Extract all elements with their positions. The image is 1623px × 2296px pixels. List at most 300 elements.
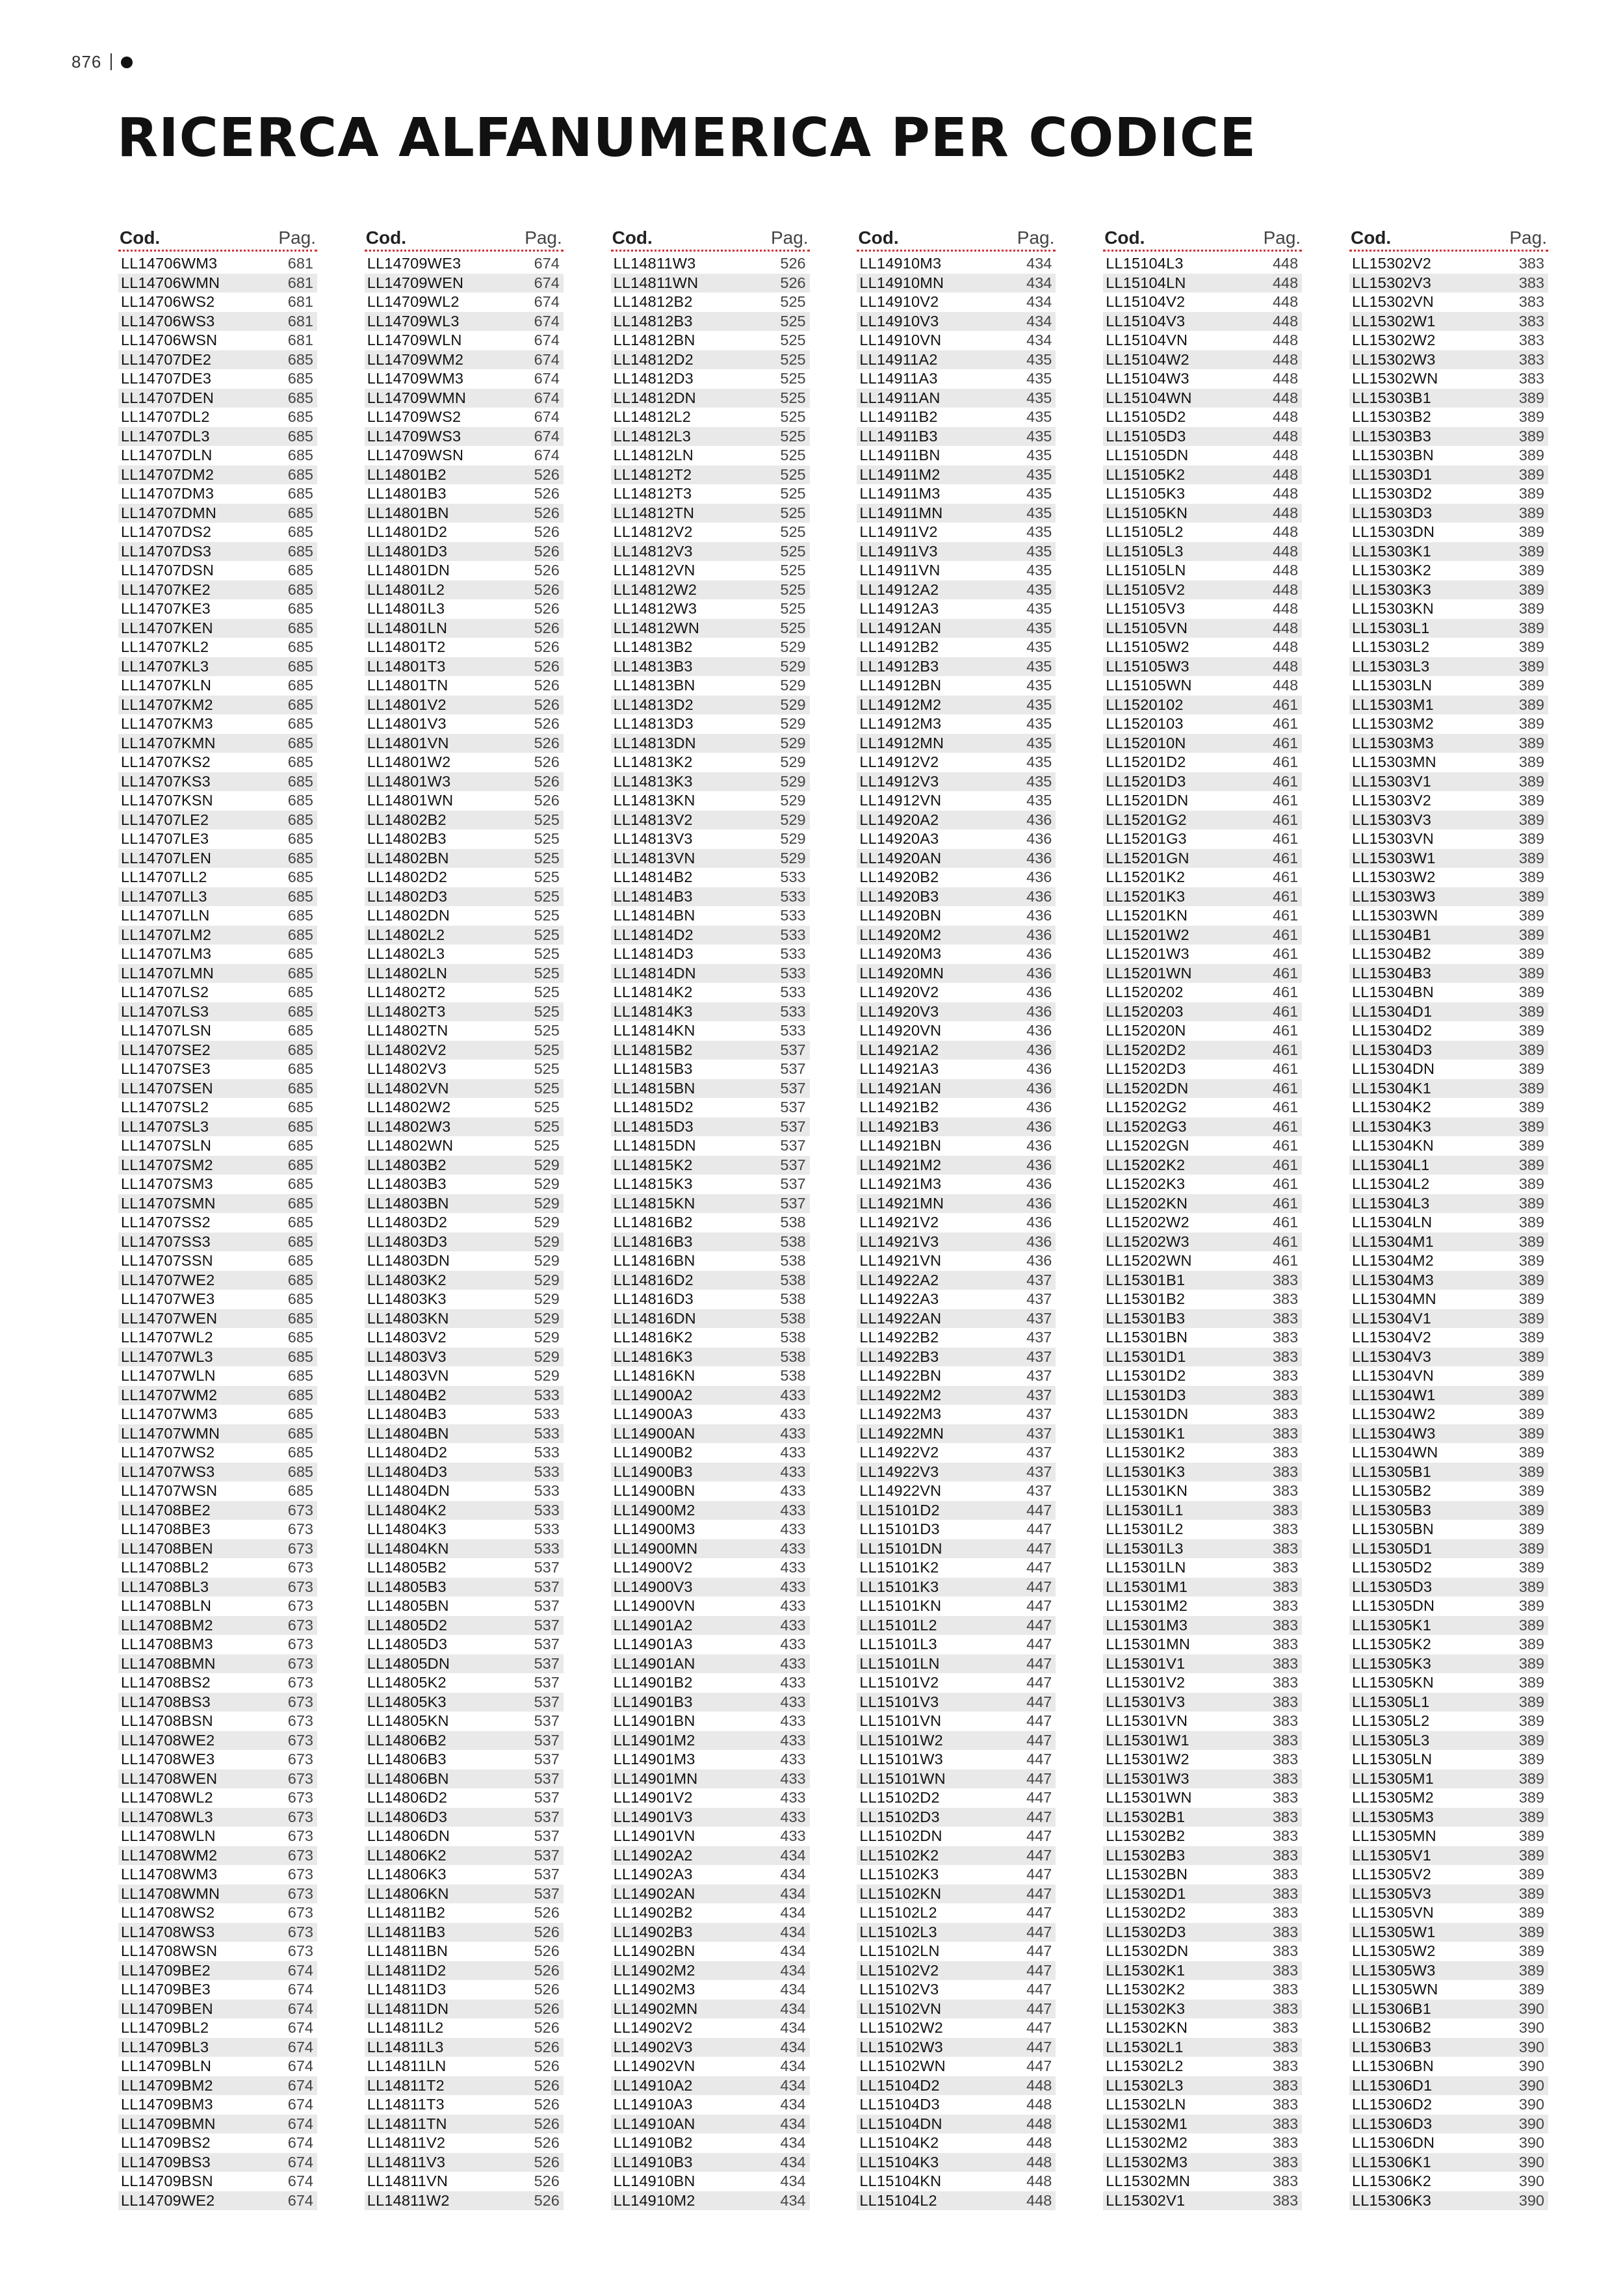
product-code: LL15303LN [1351,677,1433,694]
page-ref: 436 [1026,868,1052,885]
product-code: LL14801W2 [367,753,451,770]
page-number [71,52,133,72]
page-ref: 526 [534,2019,560,2036]
table-row [1103,504,1302,523]
product-code: LL15301W1 [1106,1731,1189,1749]
product-code: LL14812T2 [613,465,692,483]
page-ref: 525 [534,926,560,943]
page-ref: 389 [1518,1194,1544,1212]
page-ref: 389 [1518,1578,1544,1595]
page-ref: 435 [1026,389,1052,406]
product-code: LL14922MN [859,1424,944,1442]
table-row [1103,906,1302,926]
product-code: LL15305B1 [1351,1463,1432,1480]
product-code: LL14813K3 [613,772,693,790]
page-ref: 389 [1518,984,1544,1000]
page-ref: 461 [1272,926,1299,943]
product-code: LL14709WE3 [367,255,461,272]
page-ref: 383 [1272,1769,1299,1787]
product-code: LL15302L1 [1106,2038,1184,2055]
page-ref: 525 [534,868,560,885]
table-row [611,2115,810,2134]
table-row [611,1002,810,1022]
product-code: LL14920VN [859,1022,942,1039]
page-ref: 529 [534,1194,560,1212]
table-row [1349,2191,1548,2211]
page-ref: 437 [1026,1405,1052,1422]
page-ref: 389 [1518,1731,1544,1749]
table-row [118,1961,317,1981]
page-ref: 435 [1026,447,1052,463]
page-ref: 674 [287,2057,313,2074]
table-row [857,312,1056,332]
table-row [857,1942,1056,1961]
page-ref: 525 [780,619,806,636]
table-row [1103,849,1302,868]
page-ref: 685 [287,1386,313,1403]
table-row [857,1002,1056,1022]
table-row [1103,772,1302,792]
table-row [1103,312,1302,332]
table-row [365,1558,564,1578]
product-code: LL14815D2 [613,1099,694,1115]
table-row [118,1635,317,1654]
page-ref: 526 [534,619,560,636]
table-row [857,1750,1056,1769]
page-ref: 383 [1272,1329,1299,1346]
page-ref: 448 [1272,619,1299,636]
table-row [1103,599,1302,619]
page-ref: 434 [780,1981,806,1998]
page-ref: 673 [287,1520,313,1537]
product-code: LL15105WN [1106,677,1192,694]
page-ref: 526 [534,638,560,655]
table-row [365,1233,564,1252]
product-code: LL14802L3 [367,945,445,962]
page-ref: 389 [1518,1022,1544,1039]
table-row [1349,1769,1548,1789]
page-ref: 436 [1026,1060,1052,1077]
product-code: LL14708WLN [121,1827,216,1844]
page-ref: 673 [287,1578,313,1595]
table-row [118,1424,317,1444]
table-row [611,1021,810,1041]
product-code: LL15105D2 [1106,408,1186,425]
product-code: LL14707SL3 [121,1117,209,1135]
table-row [118,753,317,772]
table-row [1349,331,1548,350]
table-row [118,1251,317,1271]
product-code: LL14805K3 [367,1693,447,1710]
table-row [611,1290,810,1309]
table-row [857,1366,1056,1386]
table-row [1103,1041,1302,1060]
table-row [611,1597,810,1616]
product-code: LL14902MN [613,2000,698,2017]
table-row [857,772,1056,792]
page-ref: 538 [780,1367,806,1384]
product-code: LL14816DN [613,1309,696,1327]
product-code: LL15302B2 [1106,1827,1186,1844]
table-row [118,1693,317,1712]
table-row [365,523,564,542]
product-code: LL15301V3 [1106,1693,1186,1710]
table-row [118,1443,317,1463]
table-row [365,734,564,753]
table-row [857,1673,1056,1693]
product-code: LL15304M2 [1351,1252,1434,1269]
page-ref: 537 [780,1137,806,1154]
page-ref: 685 [287,677,313,694]
page-ref: 434 [780,2191,806,2209]
page-ref: 533 [780,945,806,962]
page-ref: 435 [1026,753,1052,770]
page-ref: 433 [780,1444,806,1461]
product-code: LL15101D3 [859,1520,940,1537]
table-row [1349,274,1548,293]
page-ref: 529 [534,1156,560,1173]
page-ref: 461 [1272,772,1299,790]
table-row [1103,2115,1302,2134]
table-row [1103,254,1302,274]
table-row [611,1136,810,1156]
page-ref: 389 [1518,657,1544,675]
page-ref: 461 [1272,811,1299,828]
page-ref: 529 [534,1252,560,1269]
table-row [857,1865,1056,1885]
product-code: LL14902V3 [613,2038,693,2055]
table-row [857,1405,1056,1424]
table-row [1349,1539,1548,1559]
table-row [1349,2057,1548,2076]
page-ref: 383 [1272,1674,1299,1691]
product-code: LL14707DEN [121,389,214,406]
table-row [1349,1079,1548,1099]
product-code: LL14922M2 [859,1386,942,1403]
table-row [1349,1443,1548,1463]
page-ref: 674 [287,2038,313,2055]
page-ref: 537 [534,1616,560,1634]
page-ref: 526 [534,600,560,617]
product-code: LL15202DN [1106,1079,1189,1097]
table-row [1349,1251,1548,1271]
page-ref: 436 [1026,849,1052,867]
product-code: LL15304L2 [1351,1175,1430,1192]
page-ref: 533 [534,1482,560,1499]
page-ref: 383 [1518,312,1544,330]
page-ref: 537 [534,1559,560,1576]
page-ref: 389 [1518,447,1544,463]
product-code: LL14811W2 [367,2191,450,2209]
product-code: LL15305L2 [1351,1712,1430,1729]
table-row [1349,1041,1548,1060]
page-ref: 526 [534,2153,560,2171]
table-row [365,619,564,638]
table-row [365,964,564,984]
page-ref: 433 [780,1578,806,1595]
page-ref: 685 [287,811,313,828]
product-code: LL15101K3 [859,1578,939,1595]
page-ref: 389 [1518,1808,1544,1825]
page-ref: 434 [1026,312,1052,330]
page-ref: 685 [287,792,313,809]
table-row [365,1654,564,1674]
product-code: LL14812D2 [613,350,694,368]
table-row [611,1060,810,1079]
table-row [365,427,564,447]
page-ref: 685 [287,753,313,770]
table-row [1103,1463,1302,1482]
table-row [118,2115,317,2134]
table-row [1349,657,1548,677]
index-column [1103,228,1302,2210]
product-code: LL15304V2 [1351,1329,1432,1346]
table-row [118,1060,317,1079]
page-ref: 537 [534,1885,560,1902]
table-row [857,1578,1056,1597]
page-ref: 389 [1518,926,1544,943]
table-row [1349,1846,1548,1866]
product-code: LL14801WN [367,792,454,809]
product-code: LL14802LN [367,964,448,982]
page-ref: 674 [534,370,560,387]
table-row [857,811,1056,830]
page-ref: 383 [1272,1981,1299,1998]
page-ref: 673 [287,1789,313,1806]
table-row [611,1885,810,1904]
product-code: LL14912M2 [859,696,942,713]
product-code: LL14816K2 [613,1329,693,1346]
page-ref: 433 [780,1731,806,1749]
product-code: LL15202K3 [1106,1175,1186,1192]
page-ref: 525 [534,907,560,924]
table-row [857,1251,1056,1271]
product-code: LL15104D2 [859,2076,940,2094]
product-code: LL14707WMN [121,1424,220,1442]
product-code: LL15101W2 [859,1731,943,1749]
page-ref: 538 [780,1233,806,1250]
page-ref: 383 [1272,1731,1299,1749]
page-ref: 389 [1518,1866,1544,1883]
product-code: LL15305K1 [1351,1616,1432,1634]
product-code: LL14921BN [859,1137,942,1154]
page-ref: 389 [1518,1501,1544,1519]
page-ref: 436 [1026,1156,1052,1173]
page-ref: 437 [1026,1329,1052,1346]
table-row [1349,906,1548,926]
product-code: LL14900M2 [613,1501,695,1519]
page-ref: 461 [1272,1060,1299,1077]
product-code: LL14708BLN [121,1597,212,1614]
table-row [118,829,317,849]
page-header-label: Pag. [770,228,809,248]
table-row [118,696,317,715]
product-code: LL14816K3 [613,1348,693,1365]
product-code: LL15303W1 [1351,849,1436,867]
table-row [365,2095,564,2115]
product-code: LL15302M1 [1106,2115,1188,2132]
page-ref: 389 [1518,1942,1544,1959]
product-code: LL14921MN [859,1194,944,1212]
table-row [1103,427,1302,447]
table-row [365,2018,564,2038]
table-row [365,638,564,657]
page-ref: 389 [1518,1290,1544,1307]
product-code: LL15105K3 [1106,485,1186,502]
row-list [1103,254,1302,2210]
table-row [118,2018,317,2038]
table-row [1103,542,1302,562]
page-ref: 533 [534,1386,560,1403]
page-ref: 533 [780,984,806,1000]
table-row [1349,1597,1548,1616]
table-row [1103,561,1302,581]
product-code: LL14902M2 [613,1961,695,1979]
page-ref: 537 [780,1117,806,1135]
page-ref: 389 [1518,1559,1544,1576]
page-ref: 685 [287,1290,313,1307]
table-row [1349,849,1548,868]
table-row [365,1175,564,1194]
page-ref: 383 [1272,2096,1299,2113]
table-row [365,465,564,485]
product-code: LL14811VN [367,2172,448,2189]
product-code: LL14911A2 [859,350,938,368]
product-code: LL14813DN [613,734,696,751]
table-row [1103,791,1302,811]
table-row [611,983,810,1002]
table-row [1349,1558,1548,1578]
page-ref: 390 [1518,2019,1544,2036]
page-ref: 685 [287,1309,313,1327]
table-row [857,1788,1056,1808]
table-row [118,926,317,945]
table-row [1103,2076,1302,2096]
table-row [1103,1386,1302,1405]
page-ref: 448 [1026,2134,1052,2151]
product-code: LL14811L3 [367,2038,444,2055]
page-ref: 526 [534,485,560,502]
page-ref: 433 [780,1597,806,1614]
page-ref: 674 [534,408,560,425]
product-code: LL14815B2 [613,1041,693,1058]
product-code: LL14815K2 [613,1156,693,1173]
table-row [1103,1597,1302,1616]
table-row [611,504,810,523]
index-column [611,228,810,2210]
page-ref: 685 [287,964,313,982]
page-ref: 673 [287,1654,313,1672]
table-row [857,1175,1056,1194]
table-row [1103,1961,1302,1981]
page-ref: 436 [1026,1022,1052,1039]
page-ref: 389 [1518,1156,1544,1173]
page-ref: 435 [1026,562,1052,579]
product-code: LL14709BL3 [121,2038,209,2055]
page-ref: 526 [534,1981,560,1998]
product-code: LL15305W3 [1351,1961,1436,1979]
table-row [365,1578,564,1597]
table-row [857,849,1056,868]
product-code: LL14802WN [367,1137,454,1154]
product-code: LL14802BN [367,849,449,867]
product-code: LL14900A3 [613,1405,693,1422]
table-row [365,1693,564,1712]
table-row [118,849,317,868]
table-row [857,1827,1056,1846]
page-ref: 448 [1272,542,1299,560]
page-ref: 526 [534,792,560,809]
table-row [611,829,810,849]
page-ref: 389 [1518,753,1544,770]
table-row [611,581,810,600]
product-code: LL15104L3 [1106,255,1184,272]
table-row [118,945,317,964]
page-ref: 526 [534,562,560,579]
table-row [611,1980,810,2000]
product-code: LL15306D3 [1351,2115,1433,2132]
product-code: LL15304B3 [1351,964,1432,982]
table-row [1349,1673,1548,1693]
table-row [611,1175,810,1194]
table-row [1349,1923,1548,1942]
product-code: LL14920M3 [859,945,942,962]
page-ref: 685 [287,1405,313,1422]
product-code: LL15303VN [1351,830,1434,847]
table-row [857,350,1056,370]
table-row [118,446,317,465]
table-row [365,1961,564,1981]
page-ref: 437 [1026,1463,1052,1480]
product-code: LL15304KN [1351,1137,1434,1154]
page-ref: 383 [1272,1424,1299,1442]
page-ref: 435 [1026,427,1052,445]
product-code: LL14900B3 [613,1463,693,1480]
product-code: LL14707WM3 [121,1405,218,1422]
table-row [365,1673,564,1693]
table-row [1103,1750,1302,1769]
product-code: LL14801LN [367,619,448,636]
product-code: LL15201D2 [1106,753,1186,770]
page-ref: 674 [287,2115,313,2132]
table-row [857,887,1056,907]
product-code: LL14708WMN [121,1885,220,1902]
page-ref: 529 [780,638,806,655]
product-code: LL14901VN [613,1827,695,1844]
product-code: LL15302KN [1106,2019,1188,2036]
table-row [365,1539,564,1559]
product-code: LL15105D3 [1106,427,1186,445]
product-code: LL15303KN [1351,600,1434,617]
product-code: LL15202D3 [1106,1060,1186,1077]
product-code: LL14921A3 [859,1060,939,1077]
product-code: LL14707WSN [121,1482,218,1499]
product-code: LL14804BN [367,1424,449,1442]
product-code: LL14901V2 [613,1789,693,1806]
page-ref: 389 [1518,1827,1544,1844]
product-code: LL15302DN [1106,1942,1189,1959]
page-ref: 383 [1272,1444,1299,1461]
table-row [1349,945,1548,964]
page-ref: 448 [1272,638,1299,655]
page-ref: 461 [1272,1194,1299,1212]
page-ref: 389 [1518,1539,1544,1557]
page-ref: 390 [1518,2096,1544,2113]
product-code: LL14709WM3 [367,370,464,387]
product-code: LL152020N [1106,1022,1186,1039]
table-row [611,2076,810,2096]
product-code: LL14709BS2 [121,2134,211,2151]
